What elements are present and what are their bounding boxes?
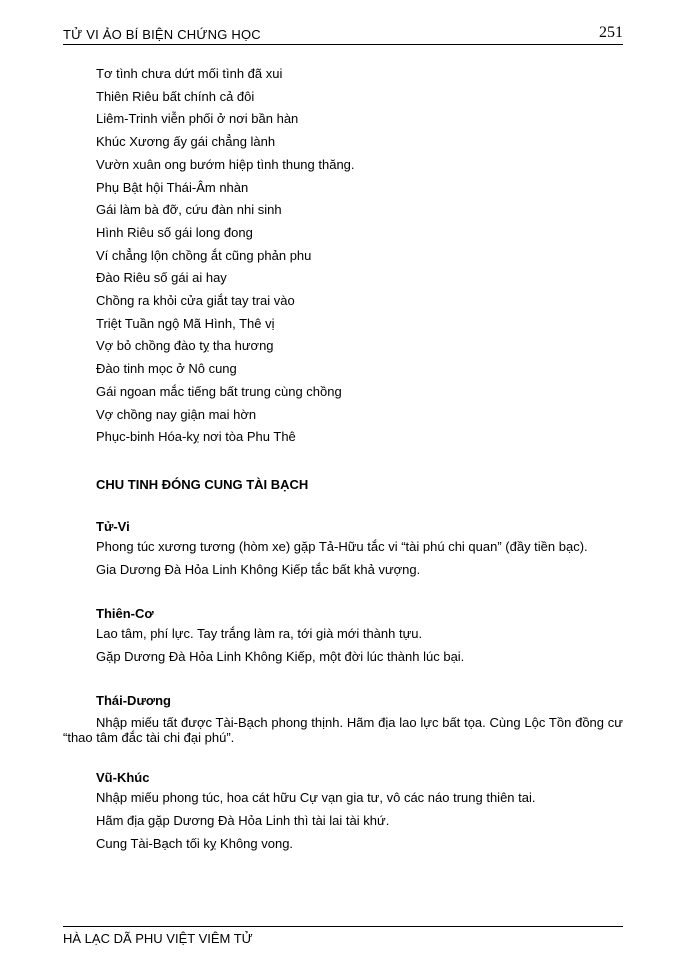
poem-line: Phụ Bật hội Thái-Âm nhàn [96, 179, 249, 195]
star-line: Cung Tài-Bạch tối kỵ Không vong. [96, 835, 294, 851]
star-line: Nhập miếu phong túc, hoa cát hữu Cự vạn gia tư, vô các náo trung thiên tai. [96, 790, 536, 806]
star-section-thien-co [63, 605, 623, 668]
page-header [63, 24, 623, 45]
poem-line: Vợ bỏ chồng đào tỵ tha hương [96, 338, 274, 354]
star-title: Thiên-Cơ [96, 606, 154, 622]
star-section-vu-khuc [63, 769, 623, 855]
section-title: CHU TINH ĐÓNG CUNG TÀI BẠCH [96, 476, 309, 492]
poem-line: Gái làm bà đỡ, cứu đàn nhi sinh [96, 202, 282, 218]
poem-line: Phục-binh Hóa-kỵ nơi tòa Phu Thê [96, 429, 296, 445]
star-line: Phong túc xương tương (hòm xe) gặp Tả-Hữu tắc vi “tài phú chi quan” (đầy tiền bạc). [96, 538, 588, 554]
poem-line: Triệt Tuần ngộ Mã Hình, Thê vị [96, 315, 275, 331]
poem-line: Hình Riêu số gái long đong [96, 224, 253, 240]
star-title: Thái-Dương [96, 693, 171, 709]
poem-line: Liêm-Trinh viễn phối ở nơi bần hàn [96, 111, 299, 127]
poem-line: Ví chẳng lộn chồng ắt cũng phản phu [96, 247, 312, 263]
page-footer [63, 926, 623, 948]
star-line: Hãm địa gặp Dương Đà Hỏa Linh thì tài lai tài khứ. [96, 812, 390, 828]
poem-line: Vợ chồng nay giận mai hờn [96, 406, 257, 422]
poem-line: Thiên Riêu bất chính cả đôi [96, 88, 255, 104]
star-line: Gặp Dương Đà Hỏa Linh Không Kiếp, một đời lúc thành lúc bại. [96, 648, 465, 664]
header-title: TỬ VI ẢO BÍ BIỆN CHỨNG HỌC [63, 27, 261, 42]
poem-line: Gái ngoan mắc tiếng bất trung cùng chồng [96, 383, 342, 399]
page-number: 251 [599, 24, 623, 41]
poem-line: Đào tinh mọc ở Nô cung [96, 361, 237, 377]
star-title: Vũ-Khúc [96, 770, 150, 786]
poem-line: Chồng ra khỏi cửa giắt tay trai vào [96, 293, 295, 309]
footer-text: HÀ LẠC DÃ PHU VIỆT VIÊM TỬ [63, 931, 253, 946]
poem-line: Khúc Xương ấy gái chẳng lành [96, 134, 276, 150]
star-line: Lao tâm, phí lực. Tay trắng làm ra, tới già mới thành tựu. [96, 626, 423, 642]
page-content [63, 63, 623, 855]
poem-line: Tơ tình chưa dứt mối tình đã xui [96, 66, 283, 81]
poem-line: Đào Riêu số gái ai hay [96, 270, 227, 286]
poem-line: Vườn xuân ong bướm hiệp tình thung thăng. [96, 156, 355, 172]
star-section-tu-vi [63, 518, 623, 581]
star-paragraph: Nhập miếu tất được Tài-Bạch phong thịnh. Hãm địa lao lực bất tọa. Cùng Lộc Tồn đồng cư “thao tâm đắc tài chi đại phú”. [63, 715, 623, 746]
star-line: Gia Dương Đà Hỏa Linh Không Kiếp tắc bất khả vượng. [96, 561, 421, 577]
poem [63, 63, 623, 449]
star-section-thai-duong [63, 692, 623, 745]
star-title: Tử-Vi [96, 518, 130, 534]
